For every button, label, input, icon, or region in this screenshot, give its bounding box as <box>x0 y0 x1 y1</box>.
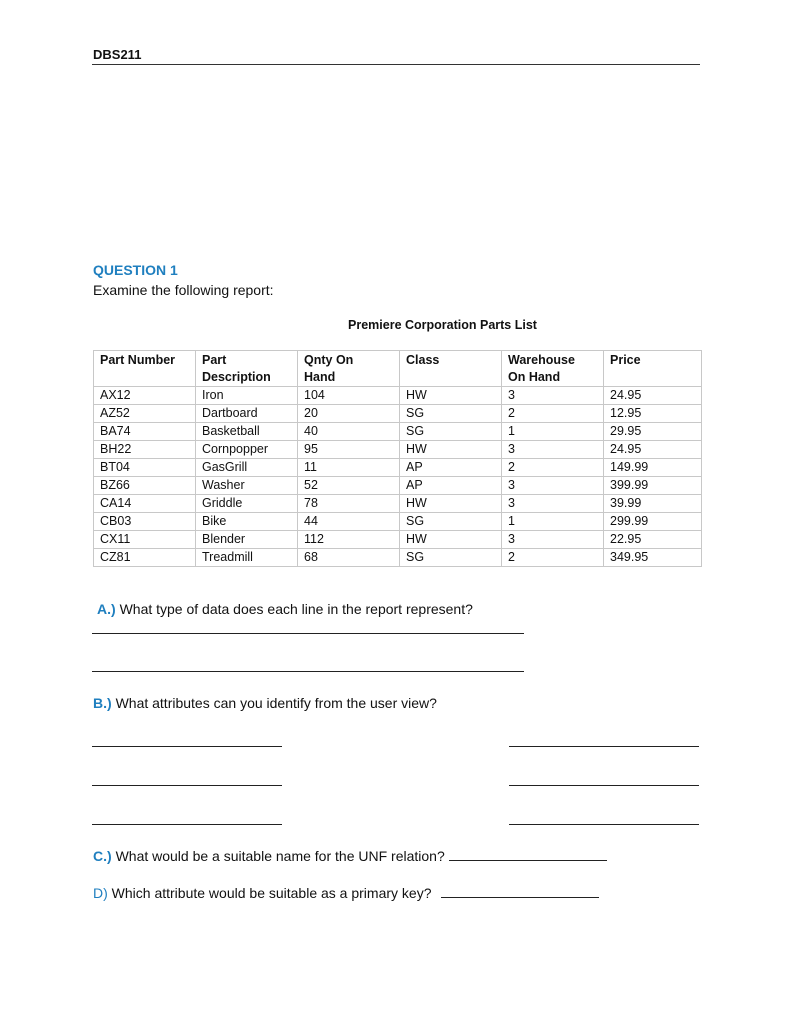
column-header <box>502 351 604 387</box>
column-header <box>298 351 400 387</box>
table-row <box>94 459 702 477</box>
table-row <box>94 387 702 405</box>
table-row <box>94 495 702 513</box>
column-header-line: Hand <box>304 370 336 384</box>
question-a-label: A.) <box>97 601 116 617</box>
table-cell: Dartboard <box>196 405 298 423</box>
question-instruction: Examine the following report: <box>93 282 274 298</box>
column-header-line: Part <box>202 353 227 367</box>
table-cell: 95 <box>298 441 400 459</box>
table-row <box>94 441 702 459</box>
table-cell: Cornpopper <box>196 441 298 459</box>
table-cell: SG <box>400 423 502 441</box>
question-a-text: What type of data does each line in the report represent? <box>119 601 473 617</box>
table-cell: 3 <box>502 387 604 405</box>
table-cell: SG <box>400 549 502 567</box>
table-row <box>94 405 702 423</box>
table-cell: CZ81 <box>94 549 196 567</box>
answer-line[interactable] <box>509 785 699 786</box>
table-cell: BZ66 <box>94 477 196 495</box>
question-c-text: What would be a suitable name for the UNF relation? <box>115 848 445 864</box>
table-cell: 2 <box>502 405 604 423</box>
table-row <box>94 477 702 495</box>
table-cell: AZ52 <box>94 405 196 423</box>
table-cell: Griddle <box>196 495 298 513</box>
table-cell: 349.95 <box>604 549 702 567</box>
answer-line[interactable] <box>92 824 282 825</box>
table-cell: 39.99 <box>604 495 702 513</box>
column-header-line: On Hand <box>508 370 561 384</box>
question-a <box>97 601 473 617</box>
answer-line[interactable] <box>509 824 699 825</box>
table-cell: 3 <box>502 477 604 495</box>
table-cell: 12.95 <box>604 405 702 423</box>
table-cell: 20 <box>298 405 400 423</box>
table-row <box>94 513 702 531</box>
table-cell: 112 <box>298 531 400 549</box>
table-cell: CX11 <box>94 531 196 549</box>
question-c-label: C.) <box>93 848 112 864</box>
column-header <box>604 351 702 387</box>
table-cell: Bike <box>196 513 298 531</box>
table-cell: 149.99 <box>604 459 702 477</box>
answer-line[interactable] <box>449 848 607 861</box>
table-cell: 40 <box>298 423 400 441</box>
question-d <box>93 885 599 901</box>
report-title: Premiere Corporation Parts List <box>348 318 537 332</box>
question-b <box>93 695 437 711</box>
table-row <box>94 423 702 441</box>
table-cell: HW <box>400 495 502 513</box>
table-cell: Basketball <box>196 423 298 441</box>
question-d-text: Which attribute would be suitable as a primary key? <box>111 885 432 901</box>
table-cell: 104 <box>298 387 400 405</box>
question-b-text: What attributes can you identify from the user view? <box>115 695 437 711</box>
table-cell: 24.95 <box>604 441 702 459</box>
table-cell: AP <box>400 477 502 495</box>
table-cell: HW <box>400 531 502 549</box>
table-cell: HW <box>400 441 502 459</box>
column-header <box>196 351 298 387</box>
table-cell: Treadmill <box>196 549 298 567</box>
table-cell: 44 <box>298 513 400 531</box>
question-c <box>93 848 607 864</box>
course-code: DBS211 <box>93 47 142 62</box>
table-header-row <box>94 351 702 387</box>
table-cell: 1 <box>502 513 604 531</box>
table-cell: 1 <box>502 423 604 441</box>
table-cell: 399.99 <box>604 477 702 495</box>
table-cell: 22.95 <box>604 531 702 549</box>
table-cell: AX12 <box>94 387 196 405</box>
table-cell: HW <box>400 387 502 405</box>
column-header <box>94 351 196 387</box>
table-cell: 24.95 <box>604 387 702 405</box>
table-cell: 2 <box>502 549 604 567</box>
table-cell: 29.95 <box>604 423 702 441</box>
answer-line[interactable] <box>441 885 599 898</box>
table-cell: BA74 <box>94 423 196 441</box>
answer-line[interactable] <box>92 633 524 634</box>
table-cell: 2 <box>502 459 604 477</box>
table-cell: GasGrill <box>196 459 298 477</box>
column-header-line: Warehouse <box>508 353 575 367</box>
table-cell: 52 <box>298 477 400 495</box>
question-b-label: B.) <box>93 695 112 711</box>
table-cell: 3 <box>502 495 604 513</box>
table-cell: 3 <box>502 531 604 549</box>
column-header <box>400 351 502 387</box>
answer-line[interactable] <box>92 746 282 747</box>
table-row <box>94 531 702 549</box>
column-header-line: Class <box>406 353 440 367</box>
column-header-line: Price <box>610 353 641 367</box>
column-header-line: Description <box>202 370 271 384</box>
table-cell: BT04 <box>94 459 196 477</box>
column-header-line: Part Number <box>100 353 176 367</box>
table-cell: 299.99 <box>604 513 702 531</box>
table-cell: Iron <box>196 387 298 405</box>
header-rule <box>92 64 700 65</box>
table-cell: Washer <box>196 477 298 495</box>
table-cell: AP <box>400 459 502 477</box>
table-cell: CA14 <box>94 495 196 513</box>
table-cell: 68 <box>298 549 400 567</box>
answer-line[interactable] <box>92 785 282 786</box>
table-cell: Blender <box>196 531 298 549</box>
column-header-line: Qnty On <box>304 353 354 367</box>
question-d-label: D) <box>93 885 108 901</box>
parts-table <box>93 350 702 567</box>
table-cell: CB03 <box>94 513 196 531</box>
table-cell: 11 <box>298 459 400 477</box>
table-cell: SG <box>400 405 502 423</box>
answer-line[interactable] <box>92 671 524 672</box>
table-row <box>94 549 702 567</box>
table-cell: SG <box>400 513 502 531</box>
question-title: QUESTION 1 <box>93 262 178 278</box>
table-cell: 78 <box>298 495 400 513</box>
table-cell: BH22 <box>94 441 196 459</box>
table-cell: 3 <box>502 441 604 459</box>
answer-line[interactable] <box>509 746 699 747</box>
